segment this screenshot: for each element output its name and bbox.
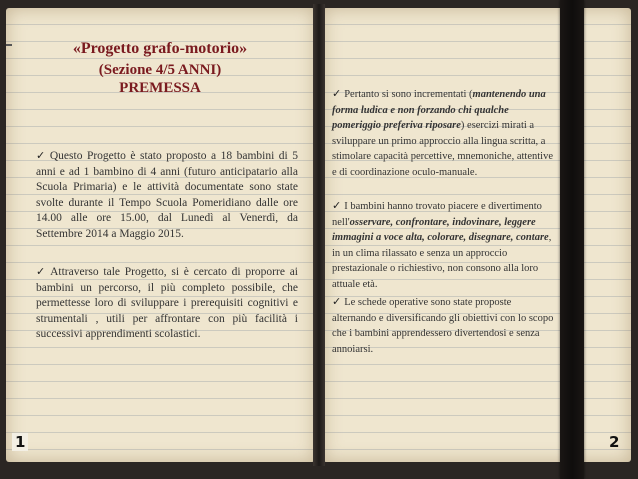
right-paragraph-1-start: Pertanto si sono incrementati ( bbox=[344, 89, 473, 100]
right-paragraph-2-end: , in un clima rilassato e senza un approccio prestazionale o richiestivo, non consono alla loro attuale età. bbox=[332, 232, 552, 290]
checkmark-icon: ✓ bbox=[332, 87, 342, 100]
checkmark-icon: ✓ bbox=[332, 199, 342, 212]
right-paragraph-3-text: Le schede operative sono state proposte alternando e diversificando gli obiettivi con lo scopo che i bambini apprendessero divertendosi e senza annoiarsi. bbox=[332, 297, 554, 355]
right-paragraph-1 bbox=[332, 86, 557, 180]
checkmark-icon: ✓ bbox=[36, 265, 48, 278]
margin-mark bbox=[6, 44, 12, 46]
premise-heading: PREMESSA bbox=[119, 80, 201, 96]
right-paragraph-1-end: ) esercizi mirati a sviluppare un primo approccio alla lingua scritta, a stimolare capacità percettive, mnemoniche, attentive e di coordinazione oculo-manuale. bbox=[332, 120, 553, 178]
left-paragraph-1 bbox=[36, 148, 298, 242]
checkmark-icon: ✓ bbox=[36, 149, 47, 162]
section-subtitle: (Sezione 4/5 ANNI) bbox=[98, 62, 222, 78]
project-title: «Progetto grafo-motorio» bbox=[72, 40, 248, 57]
notebook-spine bbox=[313, 4, 325, 466]
right-paragraph-2 bbox=[332, 198, 557, 292]
elastic-band bbox=[560, 0, 584, 479]
right-paragraph-3 bbox=[332, 294, 557, 357]
checkmark-icon: ✓ bbox=[332, 295, 342, 308]
left-paragraph-1-text: Questo Progetto è stato proposto a 18 bambini di 5 anni e ad 1 bambino di 4 anni (futuro anticipatario alla Scuola Primaria) e le attività documentate sono state svolte durante il Tempo Scuola Pomeridiano dalle ore 14.00 alle ore 15.00, dal Lunedì al Venerdì, da Settembre 2014 a Maggio 2015. bbox=[36, 150, 298, 240]
left-paragraph-2-text: Attraverso tale Progetto, si è cercato di proporre ai bambini un percorso, il più completo possibile, che permettesse loro di sviluppare i prerequisiti cognitivi e strumentali , utili per affrontare con più facilità i successivi apprendimenti scolastici. bbox=[36, 266, 298, 340]
page-number-right: 2 bbox=[609, 433, 620, 451]
left-paragraph-2 bbox=[36, 264, 298, 343]
right-paragraph-2-emphasis: osservare, confrontare, indovinare, leggere immagini a voce alta, colorare, disegnare, contare bbox=[332, 216, 549, 243]
right-paragraph-2-start: I bambini hanno trovato piacere e divertimento nell' bbox=[332, 201, 542, 228]
right-paragraph-1-emphasis: mantenendo una forma ludica e non forzando chi qualche pomeriggio preferiva riposare bbox=[332, 89, 546, 131]
page-number-left: 1 bbox=[12, 433, 28, 451]
